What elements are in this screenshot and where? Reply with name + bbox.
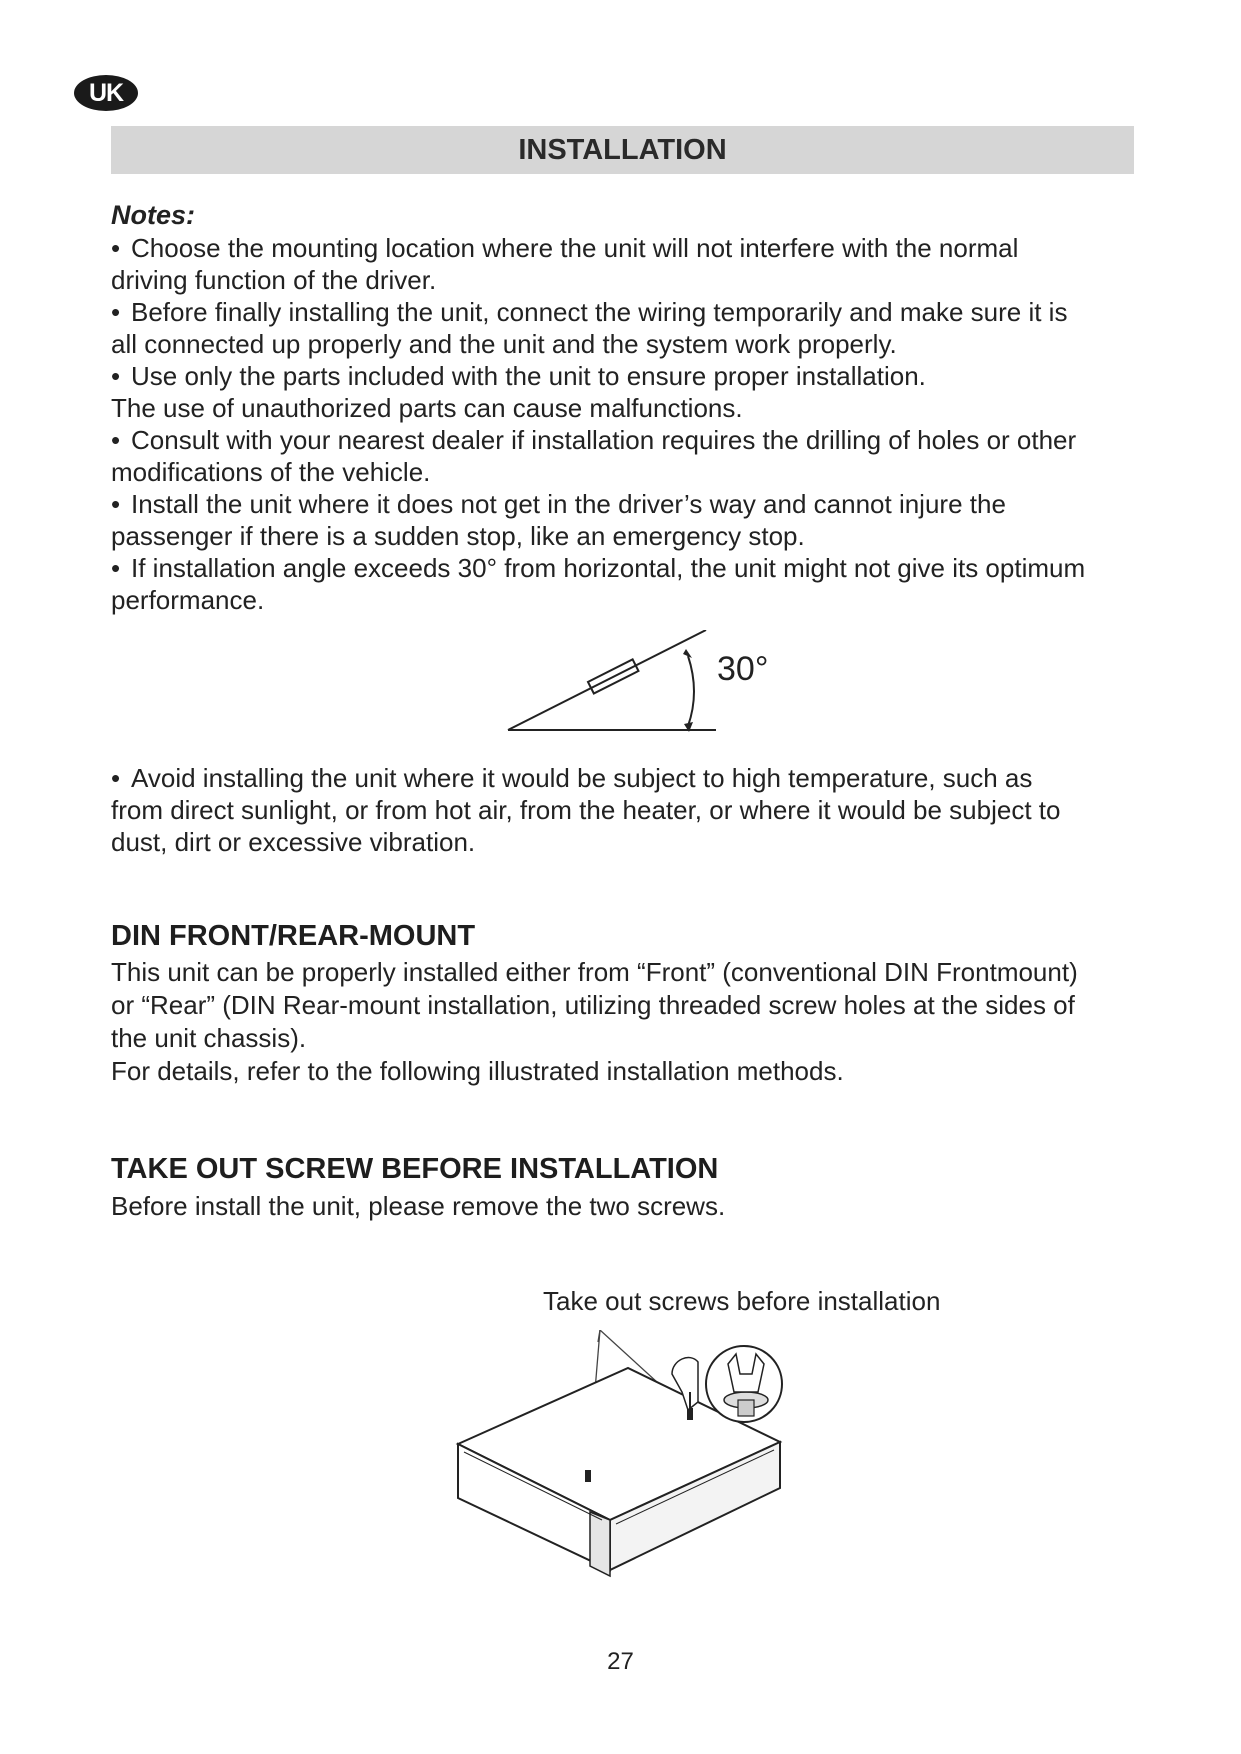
bullet: • — [111, 297, 121, 327]
bullet: • — [111, 233, 121, 263]
list-item: • Before finally installing the unit, connect the wiring temporarily and make sure it is all connected up properly and the unit and the system work properly. — [111, 297, 1068, 359]
bullet: • — [111, 361, 121, 391]
language-badge: UK — [74, 75, 138, 111]
page-title: INSTALLATION — [111, 126, 1134, 174]
angle-label: 30° — [717, 650, 769, 688]
din-paragraph: This unit can be properly installed either from “Front” (conventional DIN Frontmount) or “Rear” (DIN Rear-mount installation, utilizing threaded screw holes at the sides of the unit chassis). For details, refer to the following illustrated installation methods. — [111, 957, 1078, 1086]
figure-caption: Take out screws before installation — [543, 1286, 941, 1316]
din-heading: DIN FRONT/REAR-MOUNT — [111, 920, 476, 952]
bullet: • — [111, 489, 121, 519]
screw-paragraph: Before install the unit, please remove the two screws. — [111, 1191, 726, 1221]
notes-heading: Notes: — [111, 200, 196, 230]
unit-illustration — [450, 1330, 810, 1600]
list-item: • Choose the mounting location where the unit will not interfere with the normal driving function of the driver. — [111, 233, 1019, 295]
page-number: 27 — [607, 1648, 634, 1675]
list-item: • Install the unit where it does not get in the driver’s way and cannot injure the passenger if there is a sudden stop, like an emergency stop. — [111, 489, 1006, 551]
list-item: • Consult with your nearest dealer if installation requires the drilling of holes or other modifications of the vehicle. — [111, 425, 1077, 487]
notes-list-continued — [111, 762, 1136, 858]
angle-diagram — [500, 630, 730, 740]
screw-heading: TAKE OUT SCREW BEFORE INSTALLATION — [111, 1153, 719, 1185]
list-item: • Avoid installing the unit where it would be subject to high temperature, such as from direct sunlight, or from hot air, from the heater, or where it would be subject to dust, dirt or excessive vibration. — [111, 763, 1061, 857]
list-item: • If installation angle exceeds 30° from horizontal, the unit might not give its optimum performance. — [111, 553, 1086, 615]
list-item: • Use only the parts included with the unit to ensure proper installation. The use of unauthorized parts can cause malfunctions. — [111, 361, 926, 423]
bullet: • — [111, 553, 121, 583]
bullet: • — [111, 425, 121, 455]
notes-list — [111, 232, 1111, 616]
bullet: • — [111, 763, 121, 793]
